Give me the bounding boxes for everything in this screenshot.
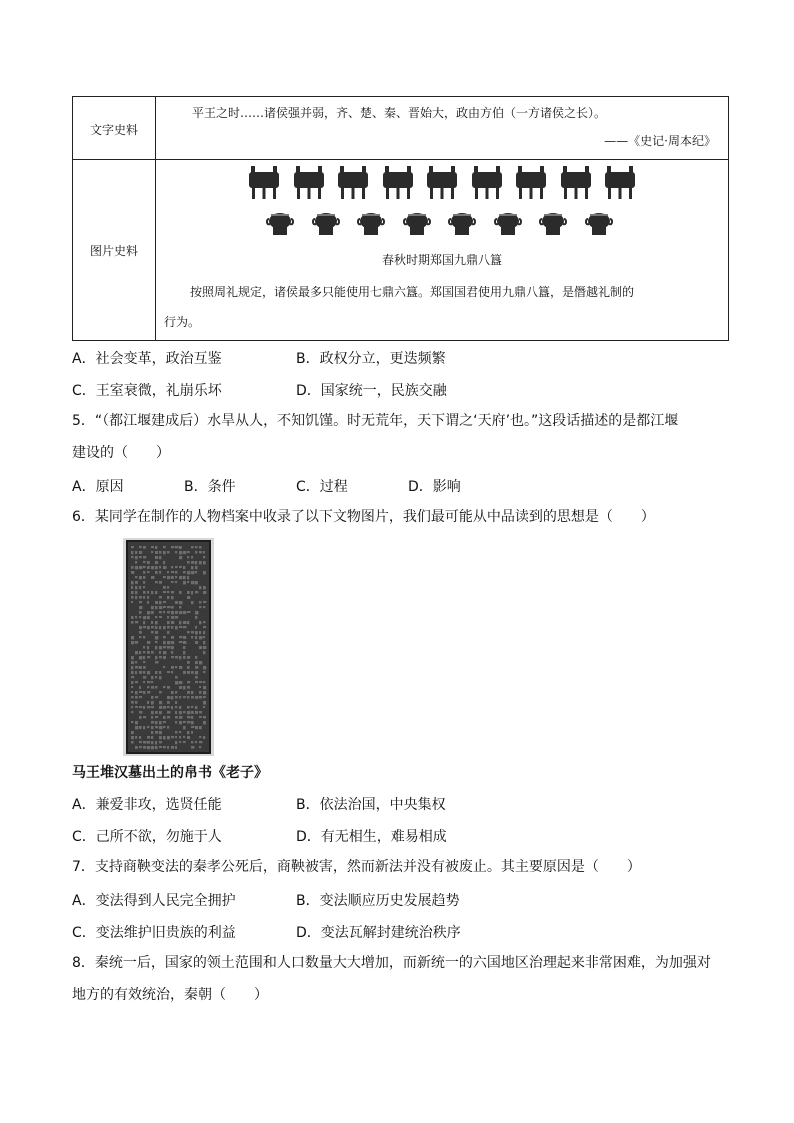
bronze-gui-icon (494, 210, 522, 240)
table-cell-images (156, 160, 729, 341)
q7-option-d[interactable]: D．变法瓦解封建统治秩序 (296, 925, 461, 941)
q7-option-a[interactable]: A．变法得到人民完全拥护 (72, 893, 236, 909)
q6-option-b[interactable]: B．依法治国，中央集权 (296, 797, 446, 813)
bronze-gui-icon (448, 210, 476, 240)
source-table (72, 96, 729, 341)
q5-stem-line-1: 5．“（都江堰建成后）水旱从人，不知饥馑。时无荒年，天下谓之‘天府’也。”这段话描述的是都江堰 (72, 413, 679, 429)
q5-option-c[interactable]: C．过程 (296, 479, 348, 495)
bronze-gui-icon (585, 210, 613, 240)
q5-option-a[interactable]: A．原因 (72, 479, 124, 495)
q6-image-caption: 马王堆汉墓出土的帛书《老子》 (72, 765, 268, 781)
gui-row (266, 210, 626, 240)
table-label-text-source (73, 97, 156, 160)
q6-stem: 6．某同学在制作的人物档案中收录了以下文物图片，我们最可能从中品读到的思想是（ ） (72, 509, 655, 525)
q7-option-c[interactable]: C．变法维护旧贵族的利益 (72, 925, 236, 941)
table-label-image-source (73, 160, 156, 341)
bronze-ding-icon (558, 164, 594, 204)
q7-stem: 7．支持商鞅变法的秦孝公死后，商鞅被害，然而新法并没有被废止。其主要原因是（ ） (72, 859, 641, 875)
note-line-2: 行为。 (164, 315, 201, 329)
bronze-ding-icon (246, 164, 282, 204)
q4-option-d[interactable]: D．国家统一，民族交融 (296, 383, 447, 399)
q5-stem-line-2: 建设的（ ） (72, 445, 170, 461)
q6-option-d[interactable]: D．有无相生，难易相成 (296, 829, 447, 845)
row1-label: 文字史料 (89, 123, 138, 137)
silk-manuscript-image (123, 538, 214, 756)
q6-option-a[interactable]: A．兼爱非攻，选贤任能 (72, 797, 222, 813)
quote-text: 平王之时……诸侯强并弱，齐、楚、秦、晋始大，政由方伯（一方诸侯之长）。 (192, 106, 607, 120)
table-cell-quote (156, 97, 729, 160)
q5-option-d[interactable]: D．影响 (408, 479, 461, 495)
note-line-1: 按照周礼规定，诸侯最多只能使用七鼎六簋。郑国国君使用九鼎八簋，是僭越礼制的 (190, 285, 635, 299)
bronze-ding-icon (602, 164, 638, 204)
row2-label: 图片史料 (89, 244, 138, 258)
ding-row (246, 164, 646, 204)
q8-stem-line-1: 8．秦统一后，国家的领土范围和人口数量大大增加，而新统一的六国地区治理起来非常困难，为加强对 (72, 955, 711, 971)
q4-option-a[interactable]: A．社会变革，政治互鉴 (72, 351, 222, 367)
bronze-ding-icon (469, 164, 505, 204)
bronze-gui-icon (312, 210, 340, 240)
bronze-ding-icon (335, 164, 371, 204)
bronze-gui-icon (357, 210, 385, 240)
q5-option-b[interactable]: B．条件 (184, 479, 236, 495)
image-caption: 春秋时期郑国九鼎八簋 (381, 253, 502, 267)
quote-source: ——《史记·周本纪》 (604, 134, 716, 148)
bronze-ding-icon (380, 164, 416, 204)
bronze-gui-icon (266, 210, 294, 240)
q4-option-c[interactable]: C．王室衰微，礼崩乐坏 (72, 383, 222, 399)
bronze-gui-icon (403, 210, 431, 240)
bronze-ding-icon (513, 164, 549, 204)
q8-stem-line-2: 地方的有效统治，秦朝（ ） (72, 987, 268, 1003)
q4-option-b[interactable]: B．政权分立，更迭频繁 (296, 351, 446, 367)
q7-option-b[interactable]: B．变法顺应历史发展趋势 (296, 893, 460, 909)
bronze-ding-icon (424, 164, 460, 204)
bronze-ding-icon (291, 164, 327, 204)
q6-option-c[interactable]: C．己所不欲，勿施于人 (72, 829, 222, 845)
bronze-gui-icon (539, 210, 567, 240)
